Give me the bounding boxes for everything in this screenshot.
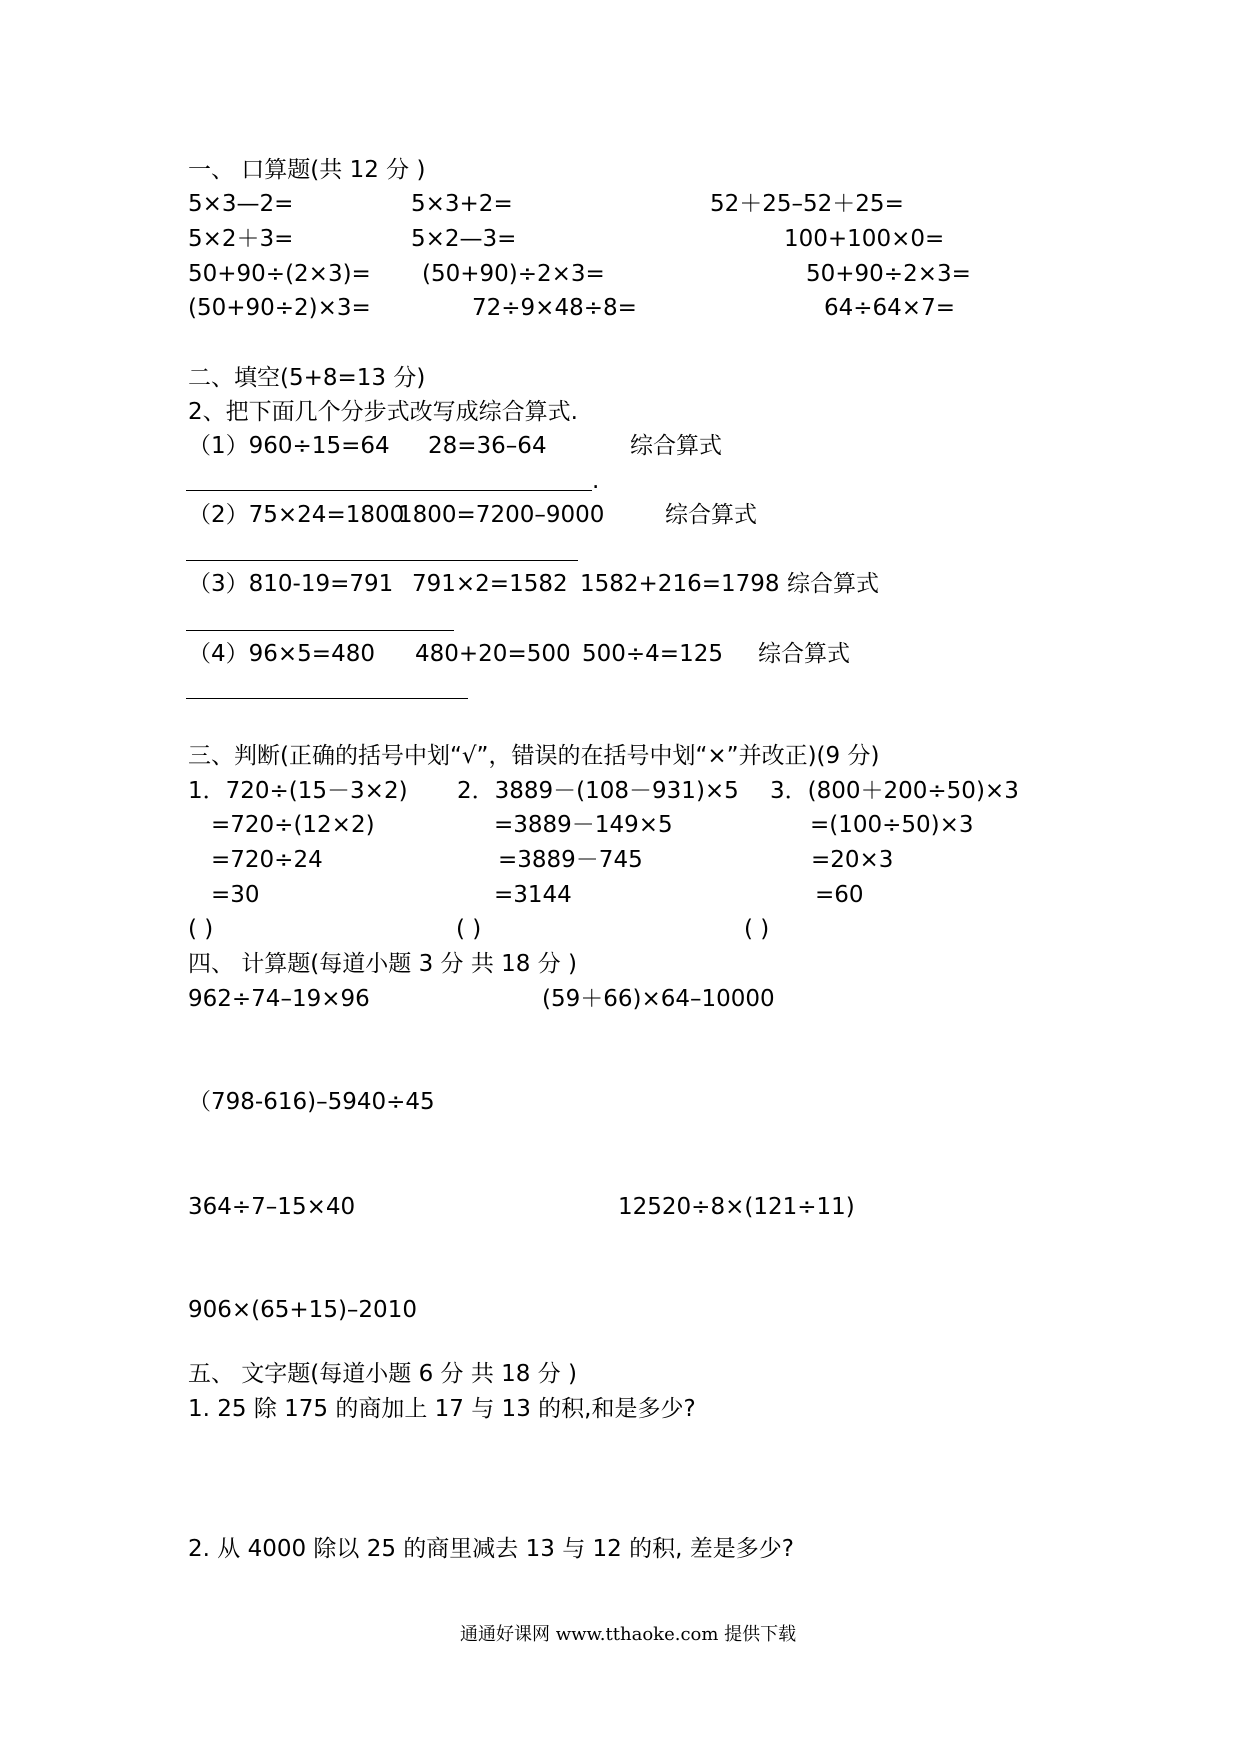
calc-expression: （798-616)–5940÷45 (188, 1089, 435, 1115)
calc-expression: (59＋66)×64–10000 (542, 986, 775, 1012)
calc-expression: 906×(65+15)–2010 (188, 1297, 417, 1323)
fill-step: 480+20=500 (415, 641, 571, 667)
fill-step: 500÷4=125 (582, 641, 723, 667)
oral-item: 100+100×0= (784, 226, 945, 252)
oral-item: 72÷9×48÷8= (472, 295, 637, 321)
judge-line: =720÷24 (211, 847, 323, 873)
answer-line[interactable] (186, 630, 454, 631)
fill-step: 791×2=1582 (412, 571, 568, 597)
section1-heading: 一、 口算题(共 12 分 ) (188, 157, 426, 183)
calc-expression: 12520÷8×(121÷11) (618, 1194, 855, 1220)
oral-item: 64÷64×7= (824, 295, 955, 321)
fill-step: （4）96×5=480 (188, 641, 375, 667)
judge-line: 1．720÷(15－3×2) (188, 778, 408, 804)
oral-item: (50+90)÷2×3= (422, 261, 605, 287)
calc-expression: 364÷7–15×40 (188, 1194, 356, 1220)
section2-heading: 二、填空(5+8=13 分) (188, 365, 426, 391)
judge-answer-paren[interactable]: ( ) (744, 916, 770, 942)
judge-line: =60 (815, 882, 864, 908)
judge-line: 3．(800＋200÷50)×3 (770, 778, 1019, 804)
section5-heading: 五、 文字题(每道小题 6 分 共 18 分 ) (188, 1361, 578, 1387)
fill-step: （1）960÷15=64 (188, 433, 390, 459)
answer-line[interactable] (186, 560, 578, 561)
footer-source: 通通好课网 www.tthaoke.com 提供下载 (460, 1624, 797, 1645)
oral-item: 52＋25–52＋25= (710, 191, 904, 217)
oral-item: 5×3+2= (411, 191, 513, 217)
oral-item: 5×3—2= (188, 191, 294, 217)
fill-step: 28=36–64 (428, 433, 547, 459)
judge-line: =30 (211, 882, 260, 908)
judge-line: =3144 (494, 882, 572, 908)
fill-step: 1582+216=1798 (580, 571, 780, 597)
combined-label: 综合算式 (787, 571, 879, 597)
fill-step: （3）810-19=791 (188, 571, 394, 597)
word-problem: 1. 25 除 175 的商加上 17 与 13 的积,和是多少? (188, 1396, 696, 1422)
answer-period: . (592, 468, 600, 494)
word-problem: 2. 从 4000 除以 25 的商里减去 13 与 12 的积, 差是多少? (188, 1536, 794, 1562)
judge-answer-paren[interactable]: ( ) (188, 916, 214, 942)
judge-line: =20×3 (811, 847, 894, 873)
oral-item: 5×2＋3= (188, 226, 294, 252)
judge-line: =720÷(12×2) (211, 812, 375, 838)
section4-heading: 四、 计算题(每道小题 3 分 共 18 分 ) (188, 951, 578, 977)
fill-step: 1800=7200–9000 (398, 502, 605, 528)
answer-line[interactable] (186, 490, 592, 491)
oral-item: 50+90÷2×3= (806, 261, 971, 287)
combined-label: 综合算式 (758, 641, 850, 667)
calc-expression: 962÷74–19×96 (188, 986, 370, 1012)
judge-line: =(100÷50)×3 (810, 812, 974, 838)
oral-item: 5×2—3= (411, 226, 517, 252)
combined-label: 综合算式 (665, 502, 757, 528)
judge-line: 2．3889－(108－931)×5 (457, 778, 739, 804)
judge-line: =3889－149×5 (494, 812, 673, 838)
answer-line[interactable] (186, 698, 468, 699)
combined-label: 综合算式 (630, 433, 722, 459)
fill-step: （2）75×24=1800 (188, 502, 405, 528)
oral-item: (50+90÷2)×3= (188, 295, 371, 321)
section3-heading: 三、判断(正确的括号中划“√”，错误的在括号中划“×”并改正)(9 分) (188, 743, 880, 769)
judge-line: =3889－745 (498, 847, 643, 873)
oral-item: 50+90÷(2×3)= (188, 261, 371, 287)
section2-instruction: 2、把下面几个分步式改写成综合算式. (188, 399, 578, 425)
judge-answer-paren[interactable]: ( ) (456, 916, 482, 942)
